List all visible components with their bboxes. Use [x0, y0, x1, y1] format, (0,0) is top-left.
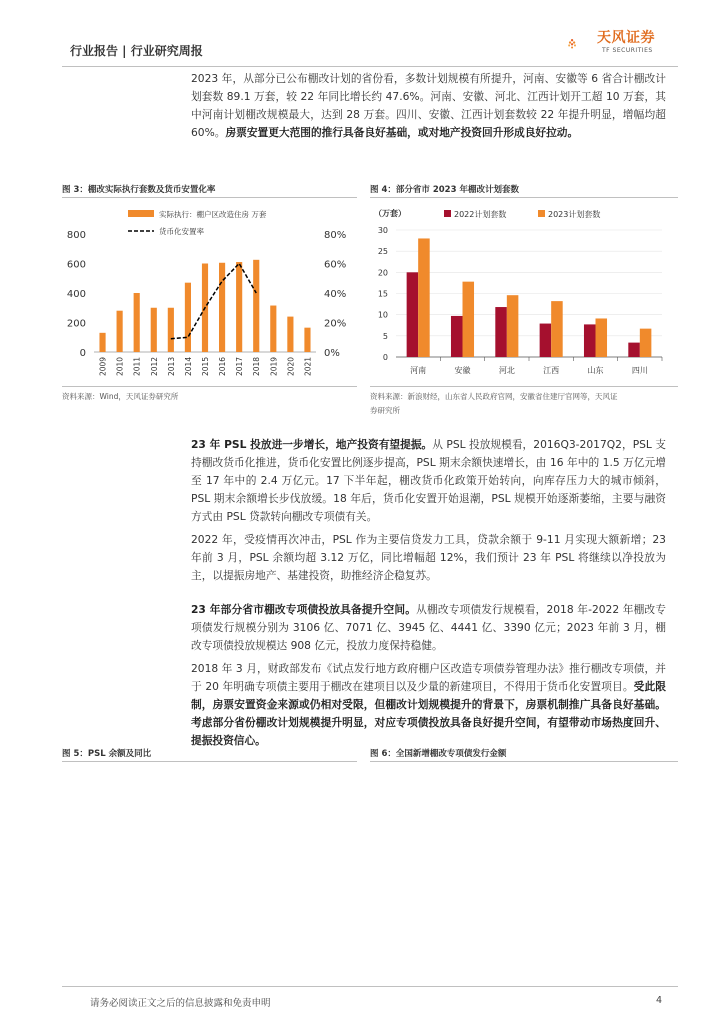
x-tick-2012: 2012 [149, 356, 159, 376]
y-left-tick: 0 [79, 348, 86, 359]
bar-2013 [168, 308, 174, 352]
bar-安徽-2022计划套数 [451, 316, 463, 357]
paragraph-1-text: 2023 年，从部分已公布棚改计划的省份看，多数计划规模有所提升，河南、安徽等 6 省合计棚改计划套数 89.1 万套，较 22 年同比增长约 47.6%。河南、安徽、河北、江西计划开工超 10 万套，其中河南计划棚改规模最大，达到 28 万套。四川、安徽、江西计划套数较 22 年提升明显，增幅均超 60%。 [191, 72, 666, 139]
bar-2011 [134, 293, 140, 352]
bar-2012 [151, 308, 157, 352]
x-tick-2011: 2011 [132, 356, 142, 376]
figure-6-title: 图 6：全国新增棚改专项债发行金额 [370, 749, 507, 759]
x-tick-2020: 2020 [286, 356, 296, 376]
figure-4-source-line-1: 资料来源：新浪财经，山东省人民政府官网，安徽省住建厅官网等，天风证 [370, 392, 618, 401]
paragraph-2-bold: 23 年 PSL 投放进一步增长，地产投资有望提振。 [191, 438, 433, 451]
y-right-tick: 60% [324, 259, 347, 271]
bar-四川-2022计划套数 [628, 343, 640, 357]
y-tick: 25 [377, 247, 388, 257]
legend-label-bar: 实际执行：棚户区改造住房 万套 [159, 210, 267, 219]
paragraph-5 [191, 660, 666, 750]
y-left-tick: 200 [66, 318, 86, 330]
figure-6-divider [370, 761, 678, 762]
x-tick-2009: 2009 [98, 356, 108, 376]
paragraph-4-bold: 23 年部分省市棚改专项债投放具备提升空间。 [191, 603, 417, 616]
report-header: 行业报告 | 行业研究周报 [70, 44, 203, 58]
page-number: 4 [656, 995, 663, 1006]
x-tick-山东: 山东 [587, 366, 604, 375]
figure-3-divider [62, 197, 357, 198]
x-tick-2021: 2021 [303, 356, 313, 376]
logo-icon [568, 24, 600, 64]
y-left-tick: 400 [66, 289, 86, 300]
y-right-tick: 80% [324, 230, 347, 241]
bar-2018 [253, 260, 259, 352]
paragraph-4 [191, 601, 666, 655]
y-left-tick: 600 [66, 259, 86, 271]
figure-4-bottom-divider [370, 386, 678, 387]
legend-label-2023: 2023计划套数 [548, 210, 601, 219]
figure-3-title: 图 3：棚改实际执行套数及货币安置化率 [62, 185, 216, 195]
header-divider [62, 66, 678, 67]
logo-sub: TF SECURITIES [602, 47, 653, 54]
bar-江西-2023计划套数 [551, 301, 563, 357]
bar-2010 [117, 311, 123, 352]
paragraph-3 [191, 531, 666, 585]
bar-河南-2022计划套数 [407, 272, 419, 357]
paragraph-2-text: 从 PSL 投放规模看，2016Q3-2017Q2，PSL 支持棚改货币化推进，货币化安置比例逐步提高，PSL 期末余额快速增长，由 16 年中的 1.5 万亿元增至 17 年中的 2.4 万亿元。17 下半年起，棚改货币化政策开始转向，向库存压力大的城市倾斜，PSL 期末余额增长步伐放缓。18 年后，货币化安置开始退潮，PSL 规模开始逐渐萎缩，主要与融资方式由 PSL 贷款转向棚改专项债有关。 [191, 438, 666, 523]
y-tick: 10 [377, 310, 388, 320]
x-tick-河南: 河南 [410, 366, 427, 375]
paragraph-5-text: 2018 年 3 月，财政部发布《试点发行地方政府棚户区改造专项债券管理办法》推行棚改专项债，并于 20 年明确专项债主要用于棚改在建项目以及少量的新建项目，不得用于货币化安置项目。 [191, 662, 666, 693]
paragraph-5-bold: 受此限制，房票安置资金来源或仍相对受限，但棚改计划规模提升的背景下，房票机制推广具备良好基础。考虑部分省份棚改计划规模提升明显，对应专项债投放具备良好提升空间，有望带动市场热度回升、提振投资信心。 [191, 680, 666, 747]
figure-4-title: 图 4：部分省市 2023 年棚改计划套数 [370, 185, 519, 195]
x-tick-江西: 江西 [543, 366, 560, 375]
bar-2009 [99, 333, 105, 352]
x-tick-四川: 四川 [631, 366, 648, 375]
bar-2017 [236, 262, 242, 352]
x-tick-2016: 2016 [218, 356, 228, 376]
y-tick: 5 [382, 331, 388, 341]
bar-江西-2022计划套数 [540, 324, 552, 357]
figure-4-source [370, 390, 618, 418]
x-tick-河北: 河北 [498, 366, 515, 375]
figure-5-divider [62, 761, 357, 762]
paragraph-2 [191, 436, 666, 526]
paragraph-1-bold: 房票安置更大范围的推行具备良好基础，或对地产投资回升形成良好拉动。 [225, 126, 579, 139]
bar-安徽-2023计划套数 [463, 282, 475, 357]
logo-name: 天风证券 [597, 30, 655, 46]
y-right-tick: 40% [324, 289, 347, 300]
bar-河北-2023计划套数 [507, 295, 519, 357]
figure-4-divider [370, 197, 678, 198]
legend-label-line: 货币化安置率 [159, 227, 204, 236]
paragraph-3-text: 2022 年，受疫情再次冲击，PSL 作为主要信贷发力工具，贷款余额于 9-11 月实现大额新增；23 年前 3 月，PSL 余额均超 3.12 万亿，同比增幅超 12%，我们预计 23 年 PSL 将继续以净投放为主，以提振房地产、基建投资，助推经济企稳复苏。 [191, 533, 666, 582]
footer-disclaimer: 请务必阅读正文之后的信息披露和免责申明 [90, 998, 271, 1009]
bar-2021 [304, 328, 310, 352]
x-tick-2014: 2014 [183, 356, 193, 376]
bar-2014 [185, 283, 191, 352]
paragraph-4-text: 从棚改专项债发行规模看，2018 年-2022 年棚改专项债发行规模分别为 3106 亿、7071 亿、3945 亿、4441 亿、3390 亿元；2023 年前 3 月，棚改专项债投放规模达 908 亿元，投放力度保持稳健。 [191, 603, 666, 652]
y-right-tick: 0% [324, 348, 340, 359]
legend-swatch-bar [128, 210, 154, 217]
bar-河北-2022计划套数 [495, 307, 507, 357]
x-tick-2017: 2017 [235, 356, 245, 376]
figure-4-source-line-2: 券研究所 [370, 406, 400, 415]
y-tick: 15 [377, 289, 388, 299]
line-series-monetization [171, 264, 256, 339]
x-tick-2015: 2015 [201, 356, 210, 376]
x-tick-2010: 2010 [115, 356, 125, 376]
y-right-tick: 20% [324, 318, 347, 330]
figure-5-title: 图 5：PSL 余额及同比 [62, 749, 152, 759]
bar-河南-2023计划套数 [418, 238, 430, 357]
figure-3-source: 资料来源：Wind，天风证券研究所 [62, 392, 179, 401]
y-tick: 30 [377, 226, 388, 235]
bar-2019 [270, 306, 276, 352]
bar-2020 [287, 317, 293, 352]
x-tick-2018: 2018 [252, 356, 262, 376]
x-tick-2019: 2019 [269, 356, 279, 376]
y-axis-unit: （万套） [374, 209, 406, 218]
footer-divider [62, 986, 678, 987]
bar-山东-2023计划套数 [596, 318, 608, 357]
legend-swatch-2023 [538, 210, 545, 217]
y-left-tick: 800 [66, 230, 86, 241]
paragraph-1 [191, 70, 666, 142]
x-tick-安徽: 安徽 [454, 366, 471, 375]
legend-label-2022: 2022计划套数 [454, 210, 507, 219]
y-tick: 20 [377, 268, 388, 278]
figure-3-bottom-divider [62, 386, 357, 387]
legend-swatch-2022 [444, 210, 451, 217]
bar-山东-2022计划套数 [584, 324, 596, 357]
bar-四川-2023计划套数 [640, 329, 652, 357]
x-tick-2013: 2013 [166, 356, 176, 376]
bar-2016 [219, 263, 225, 352]
figure-4-chart [366, 200, 678, 385]
figure-3-chart [58, 200, 358, 385]
y-tick: 0 [382, 353, 388, 362]
